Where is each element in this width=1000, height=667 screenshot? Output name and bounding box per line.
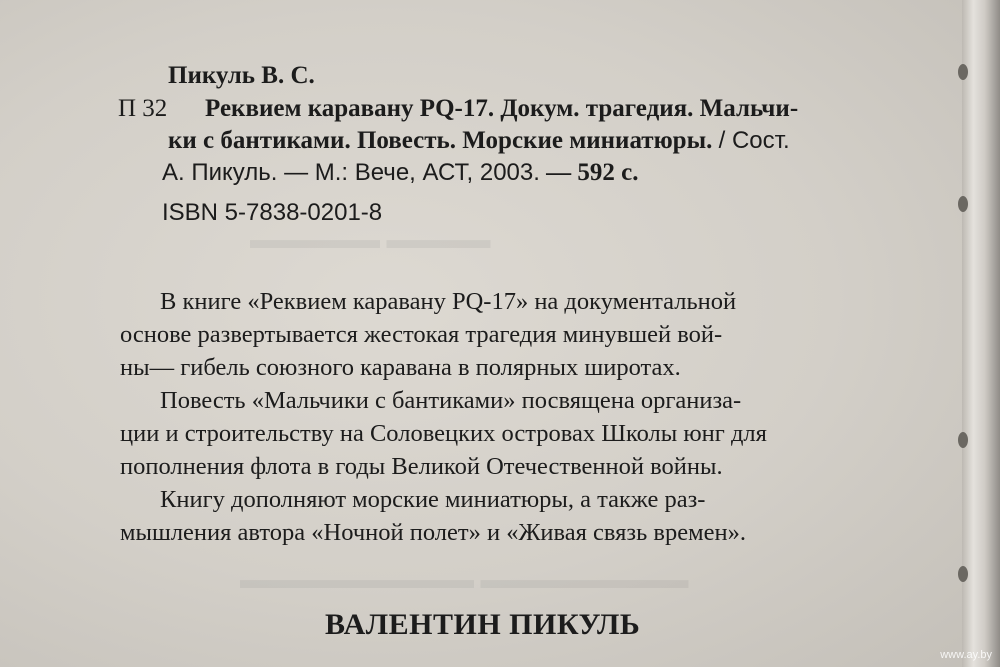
annotation-line: пополнения флота в годы Великой Отечественной войны.: [120, 453, 723, 480]
catalog-line-2-regular: / Сост.: [718, 127, 790, 154]
author-heading: ВАЛЕНТИН ПИКУЛЬ: [325, 608, 641, 641]
author-name: Пикуль В. С.: [168, 62, 315, 89]
isbn: ISBN 5-7838-0201-8: [162, 199, 383, 226]
binding-stitch: [958, 432, 968, 448]
annotation-line: мышления автора «Ночной полет» и «Живая связь времен».: [120, 519, 746, 546]
catalog-index: П 32: [118, 95, 168, 122]
catalog-line-2-bold: ки с бантиками. Повесть. Морские миниатюры.: [168, 127, 713, 154]
catalog-line-1: Реквием каравану PQ-17. Докум. трагедия. Мальчи-: [205, 95, 799, 122]
binding-stitch: [958, 64, 968, 80]
annotation-line: Повесть «Мальчики с бантиками» посвящена организа-: [160, 387, 742, 414]
bleed-through-text: ▬▬▬▬▬▬▬▬▬ ▬▬▬▬▬▬▬▬: [240, 565, 689, 594]
site-watermark: www.ay.by: [940, 649, 992, 661]
binding-stitch: [958, 566, 968, 582]
annotation-line: В книге «Реквием каравану PQ-17» на документальной: [160, 288, 737, 315]
catalog-line-3: [162, 159, 639, 187]
annotation-line: ны— гибель союзного каравана в полярных широтах.: [120, 354, 681, 381]
catalog-line-2: [168, 127, 790, 155]
bleed-through-text: ▬▬▬▬▬ ▬▬▬▬: [250, 225, 491, 254]
catalog-line-3-bold: — 592 с.: [546, 159, 639, 186]
catalog-line-3-regular: А. Пикуль. — М.: Вече, АСТ, 2003.: [162, 159, 540, 186]
annotation-line: ции и строительству на Соловецких островах Школы юнг для: [120, 420, 767, 447]
annotation-line: Книгу дополняют морские миниатюры, а также раз-: [160, 486, 706, 513]
binding-stitch: [958, 196, 968, 212]
annotation-line: основе развертывается жестокая трагедия минувшей вой-: [120, 321, 723, 348]
book-spine-edge: [962, 0, 1000, 667]
